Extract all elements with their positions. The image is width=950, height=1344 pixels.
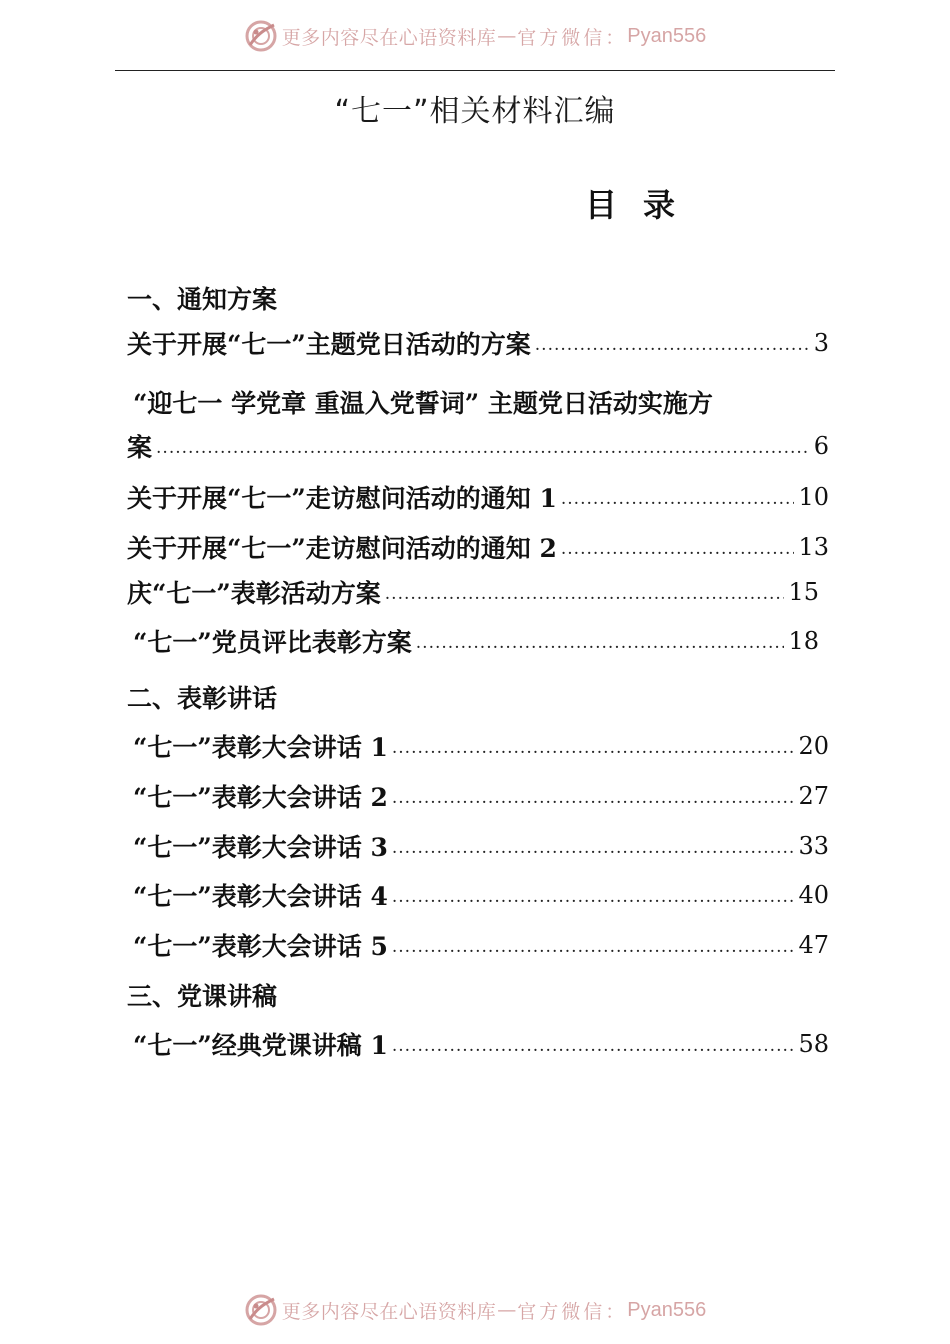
toc-entry[interactable]	[127, 475, 829, 519]
watermark-contact-label: 官方微信：	[517, 1300, 628, 1323]
toc-entry-page: 13	[798, 533, 829, 561]
toc-entry-title-continued: 案	[127, 433, 153, 462]
watermark-brand: 更多内容尽在心语资料库	[281, 1300, 497, 1323]
toc-entry[interactable]	[133, 1022, 829, 1066]
toc-entry-title: “七一”表彰大会讲话 1	[133, 733, 388, 762]
toc-entry[interactable]	[133, 724, 829, 768]
toc-entry-page: 27	[798, 782, 829, 810]
toc-entry-page: 20	[798, 732, 829, 760]
brand-logo-icon	[244, 19, 278, 53]
toc-entry-title: 庆“七一”表彰活动方案	[127, 579, 381, 608]
toc-entry-page: 40	[798, 881, 829, 909]
watermark-brand: 更多内容尽在心语资料库	[281, 26, 497, 49]
toc-leader-dots	[156, 438, 810, 468]
toc-entry[interactable]	[127, 424, 829, 468]
toc-section-heading: 三、党课讲稿	[127, 982, 278, 1011]
toc-heading: 目录	[585, 186, 702, 224]
toc-entry[interactable]	[127, 570, 819, 614]
toc-leader-dots	[392, 1036, 795, 1066]
toc-entry-title: 关于开展“七一”走访慰问活动的通知 1	[127, 484, 557, 513]
toc-entry-title: “七一”表彰大会讲话 4	[133, 882, 388, 911]
toc-leader-dots	[392, 887, 795, 917]
toc-entry[interactable]	[133, 923, 829, 967]
toc-entry-page: 47	[798, 931, 829, 959]
toc-leader-dots	[535, 335, 810, 365]
toc-leader-dots	[561, 489, 795, 519]
toc-entry-title: “七一”表彰大会讲话 2	[133, 783, 388, 812]
toc-leader-dots	[392, 738, 795, 768]
watermark-contact-label: 官方微信：	[517, 26, 628, 49]
toc-entry[interactable]	[133, 619, 819, 663]
toc-entry[interactable]	[133, 824, 829, 868]
toc-section-heading: 一、通知方案	[127, 285, 278, 314]
toc-entry[interactable]	[127, 525, 829, 569]
toc-entry-page: 18	[788, 627, 819, 655]
toc-entry[interactable]	[133, 774, 829, 818]
toc-section-heading: 二、表彰讲话	[127, 684, 278, 713]
toc-entry-page: 15	[788, 578, 819, 606]
toc-entry-page: 58	[798, 1030, 829, 1058]
watermark-contact-id: Pyan556	[627, 24, 707, 47]
toc-entry-title: “七一”表彰大会讲话 3	[133, 833, 388, 862]
document-title: “七一”相关材料汇编	[334, 94, 616, 129]
toc-entry-title: “七一”表彰大会讲话 5	[133, 932, 388, 961]
watermark-contact-id: Pyan556	[627, 1298, 707, 1321]
toc-entry-page: 3	[813, 329, 829, 357]
toc-leader-dots	[416, 633, 785, 663]
toc-leader-dots	[392, 788, 795, 818]
toc-entry-line1[interactable]	[133, 380, 835, 424]
watermark-separator: —	[497, 25, 517, 47]
toc-entry-title: “七一”党员评比表彰方案	[133, 628, 412, 657]
toc-entry-title: 关于开展“七一”走访慰问活动的通知 2	[127, 534, 557, 563]
toc-entry-title: “七一”经典党课讲稿 1	[133, 1031, 388, 1060]
watermark-banner-bottom	[0, 1290, 950, 1330]
toc-leader-dots	[392, 838, 795, 868]
toc-entry-title: 关于开展“七一”主题党日活动的方案	[127, 330, 531, 359]
watermark-separator: —	[497, 1299, 517, 1321]
toc-entry-page: 6	[813, 432, 829, 460]
brand-logo-icon	[244, 1293, 278, 1327]
toc-entry-page: 33	[798, 832, 829, 860]
header-divider	[115, 70, 835, 71]
watermark-banner-top	[0, 16, 950, 56]
toc-entry-page: 10	[798, 483, 829, 511]
toc-entry[interactable]	[127, 321, 829, 365]
toc-leader-dots	[392, 937, 795, 967]
toc-leader-dots	[385, 584, 785, 614]
toc-entry-title: “迎七一 学党章 重温入党誓词” 主题党日活动实施方	[133, 389, 713, 418]
toc-entry[interactable]	[133, 873, 829, 917]
toc-leader-dots	[561, 539, 795, 569]
